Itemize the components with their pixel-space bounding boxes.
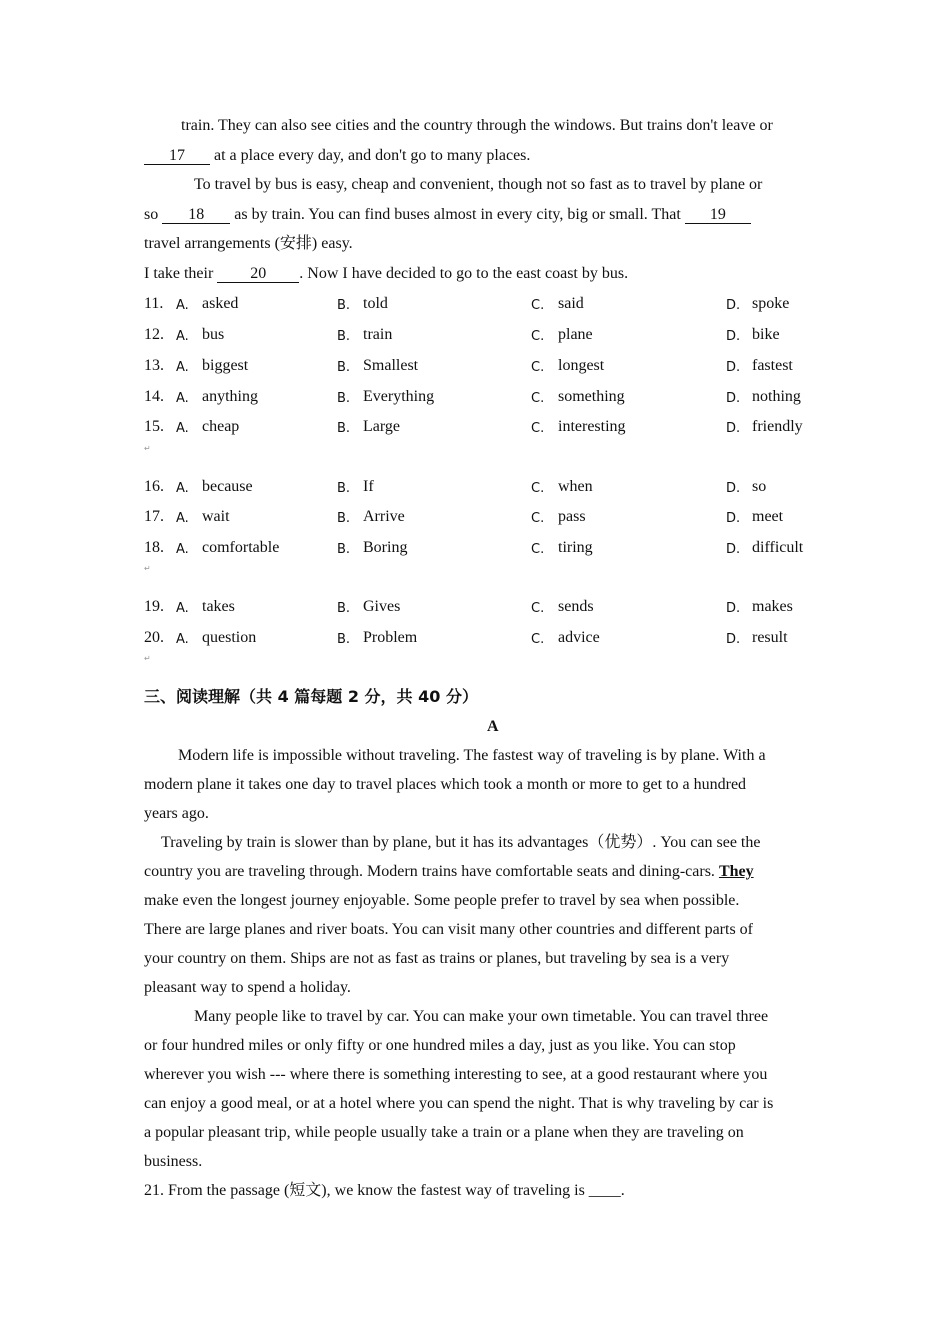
option-letter: D. xyxy=(726,601,741,616)
option-letter: A. xyxy=(176,481,189,496)
option-c: plane xyxy=(558,326,593,343)
option-a: asked xyxy=(202,295,239,312)
option-b: Everything xyxy=(363,388,435,405)
option-letter: A. xyxy=(176,511,189,526)
question-number: 11. xyxy=(144,295,164,312)
option-d: nothing xyxy=(752,388,801,405)
option-letter: D. xyxy=(726,298,741,313)
question-number: 15. xyxy=(144,418,164,435)
question-number: 14. xyxy=(144,388,164,405)
option-letter: A. xyxy=(176,542,189,557)
question-number: 19. xyxy=(144,598,164,615)
paragraph-mark: ↵ xyxy=(144,564,151,573)
option-a: biggest xyxy=(202,357,249,374)
option-letter: B. xyxy=(337,511,351,526)
option-a: bus xyxy=(202,326,225,343)
passage-line: country you are traveling through. Modern trains have comfortable seats and dining-cars. They xyxy=(144,863,754,880)
option-letter: B. xyxy=(337,542,351,557)
option-a: comfortable xyxy=(202,539,280,556)
passage-line: To travel by bus is easy, cheap and convenient, though not so fast as to travel by plane or xyxy=(194,176,763,193)
passage-line: business. xyxy=(144,1153,203,1170)
option-d: bike xyxy=(752,326,780,343)
option-a: because xyxy=(202,478,253,495)
option-letter: C. xyxy=(531,601,545,616)
option-letter: D. xyxy=(726,511,741,526)
passage-line: years ago. xyxy=(144,805,209,822)
option-letter: C. xyxy=(531,632,545,647)
option-b: told xyxy=(363,295,388,312)
option-letter: A. xyxy=(176,601,189,616)
question-number: 12. xyxy=(144,326,164,343)
option-b: Smallest xyxy=(363,357,419,374)
option-letter: A. xyxy=(176,632,189,647)
question-number: 17. xyxy=(144,508,164,525)
option-d: friendly xyxy=(752,418,803,435)
option-letter: B. xyxy=(337,329,351,344)
option-a: wait xyxy=(202,508,230,525)
passage-line: a popular pleasant trip, while people usually take a train or a plane when they are traveling on xyxy=(144,1124,744,1141)
option-b: train xyxy=(363,326,393,343)
passage-line: your country on them. Ships are not as fast as trains or planes, but traveling by sea is a very xyxy=(144,950,730,967)
option-letter: C. xyxy=(531,511,545,526)
passage-line: can enjoy a good meal, or at a hotel where you can spend the night. That is why traveling by car is xyxy=(144,1095,774,1112)
option-c: sends xyxy=(558,598,594,615)
paragraph-mark: ↵ xyxy=(144,444,151,453)
passage-line: or four hundred miles or only fifty or one hundred miles a day, just as you like. You can stop xyxy=(144,1037,736,1054)
option-letter: B. xyxy=(337,298,351,313)
option-a: anything xyxy=(202,388,258,405)
option-d: difficult xyxy=(752,539,804,556)
option-letter: D. xyxy=(726,632,741,647)
option-letter: B. xyxy=(337,481,351,496)
question-row xyxy=(144,326,824,348)
blank-19: 19 xyxy=(685,206,751,224)
question-number: 13. xyxy=(144,357,164,374)
option-b: Problem xyxy=(363,629,418,646)
option-letter: B. xyxy=(337,391,351,406)
option-d: meet xyxy=(752,508,784,525)
passage-line: wherever you wish --- where there is something interesting to see, at a good restaurant where you xyxy=(144,1066,768,1083)
option-letter: B. xyxy=(337,632,351,647)
paragraph-mark: ↵ xyxy=(144,654,151,663)
option-letter: D. xyxy=(726,391,741,406)
passage-line: Many people like to travel by car. You can make your own timetable. You can travel three xyxy=(194,1008,769,1025)
option-c: advice xyxy=(558,629,600,646)
blank-17: 17 xyxy=(144,147,210,165)
question-row xyxy=(144,357,824,379)
option-letter: C. xyxy=(531,298,545,313)
option-letter: A. xyxy=(176,329,189,344)
option-letter: D. xyxy=(726,329,741,344)
option-letter: D. xyxy=(726,481,741,496)
option-d: result xyxy=(752,629,788,646)
passage-line: train. They can also see cities and the country through the windows. But trains don't leave or xyxy=(181,117,773,134)
option-b: Large xyxy=(363,418,401,435)
underlined-word-they: They xyxy=(718,863,754,880)
option-c: something xyxy=(558,388,625,405)
option-letter: A. xyxy=(176,391,189,406)
passage-line: There are large planes and river boats. You can visit many other countries and different parts of xyxy=(144,921,753,938)
option-d: so xyxy=(752,478,767,495)
question-21: 21. From the passage (短文), we know the fastest way of traveling is ____. xyxy=(144,1182,625,1199)
option-c: tiring xyxy=(558,539,593,556)
passage-line: 17 at a place every day, and don't go to many places. xyxy=(144,146,530,166)
passage-line: Modern life is impossible without traveling. The fastest way of traveling is by plane. With a xyxy=(178,747,766,764)
passage-line: so 18 as by train. You can find buses almost in every city, big or small. That 19 xyxy=(144,205,751,225)
option-letter: C. xyxy=(531,542,545,557)
question-row xyxy=(144,388,824,410)
option-a: cheap xyxy=(202,418,240,435)
option-letter: D. xyxy=(726,360,741,375)
question-row xyxy=(144,598,824,620)
option-letter: C. xyxy=(531,391,545,406)
section-heading: 三、阅读理解（共 4 篇每题 2 分，共 40 分） xyxy=(144,687,478,706)
passage-line: pleasant way to spend a holiday. xyxy=(144,979,351,996)
question-row xyxy=(144,539,824,561)
option-a: takes xyxy=(202,598,235,615)
passage-line: Traveling by train is slower than by plane, but it has its advantages（优势）. You can see the xyxy=(161,834,761,851)
option-letter: A. xyxy=(176,421,189,436)
option-a: question xyxy=(202,629,257,646)
option-b: Boring xyxy=(363,539,408,556)
option-b: Arrive xyxy=(363,508,405,525)
option-b: Gives xyxy=(363,598,401,615)
passage-line: travel arrangements (安排) easy. xyxy=(144,235,353,252)
option-letter: B. xyxy=(337,360,351,375)
blank-18: 18 xyxy=(162,206,230,224)
option-letter: D. xyxy=(726,421,741,436)
option-letter: B. xyxy=(337,421,351,436)
question-row xyxy=(144,418,824,440)
option-d: spoke xyxy=(752,295,790,312)
blank-20: 20 xyxy=(217,265,299,283)
option-letter: C. xyxy=(531,421,545,436)
option-c: longest xyxy=(558,357,605,374)
option-b: If xyxy=(363,478,374,495)
passage-line: make even the longest journey enjoyable. Some people prefer to travel by sea when possible. xyxy=(144,892,740,909)
option-letter: A. xyxy=(176,298,189,313)
question-row xyxy=(144,508,824,530)
question-number: 18. xyxy=(144,539,164,556)
option-c: said xyxy=(558,295,584,312)
option-letter: A. xyxy=(176,360,189,375)
question-number: 16. xyxy=(144,478,164,495)
option-letter: B. xyxy=(337,601,351,616)
option-letter: C. xyxy=(531,360,545,375)
question-number: 20. xyxy=(144,629,164,646)
passage-line: I take their 20 . Now I have decided to go to the east coast by bus. xyxy=(144,265,629,282)
question-row xyxy=(144,629,824,651)
option-letter: C. xyxy=(531,481,545,496)
option-d: fastest xyxy=(752,357,793,374)
option-c: when xyxy=(558,478,593,495)
question-row xyxy=(144,478,824,500)
option-c: interesting xyxy=(558,418,626,435)
passage-label: A xyxy=(487,718,499,735)
option-d: makes xyxy=(752,598,793,615)
option-letter: C. xyxy=(531,329,545,344)
option-letter: D. xyxy=(726,542,741,557)
passage-line: modern plane it takes one day to travel places which took a month or more to get to a hundred xyxy=(144,776,747,793)
question-row xyxy=(144,295,824,317)
option-c: pass xyxy=(558,508,586,525)
